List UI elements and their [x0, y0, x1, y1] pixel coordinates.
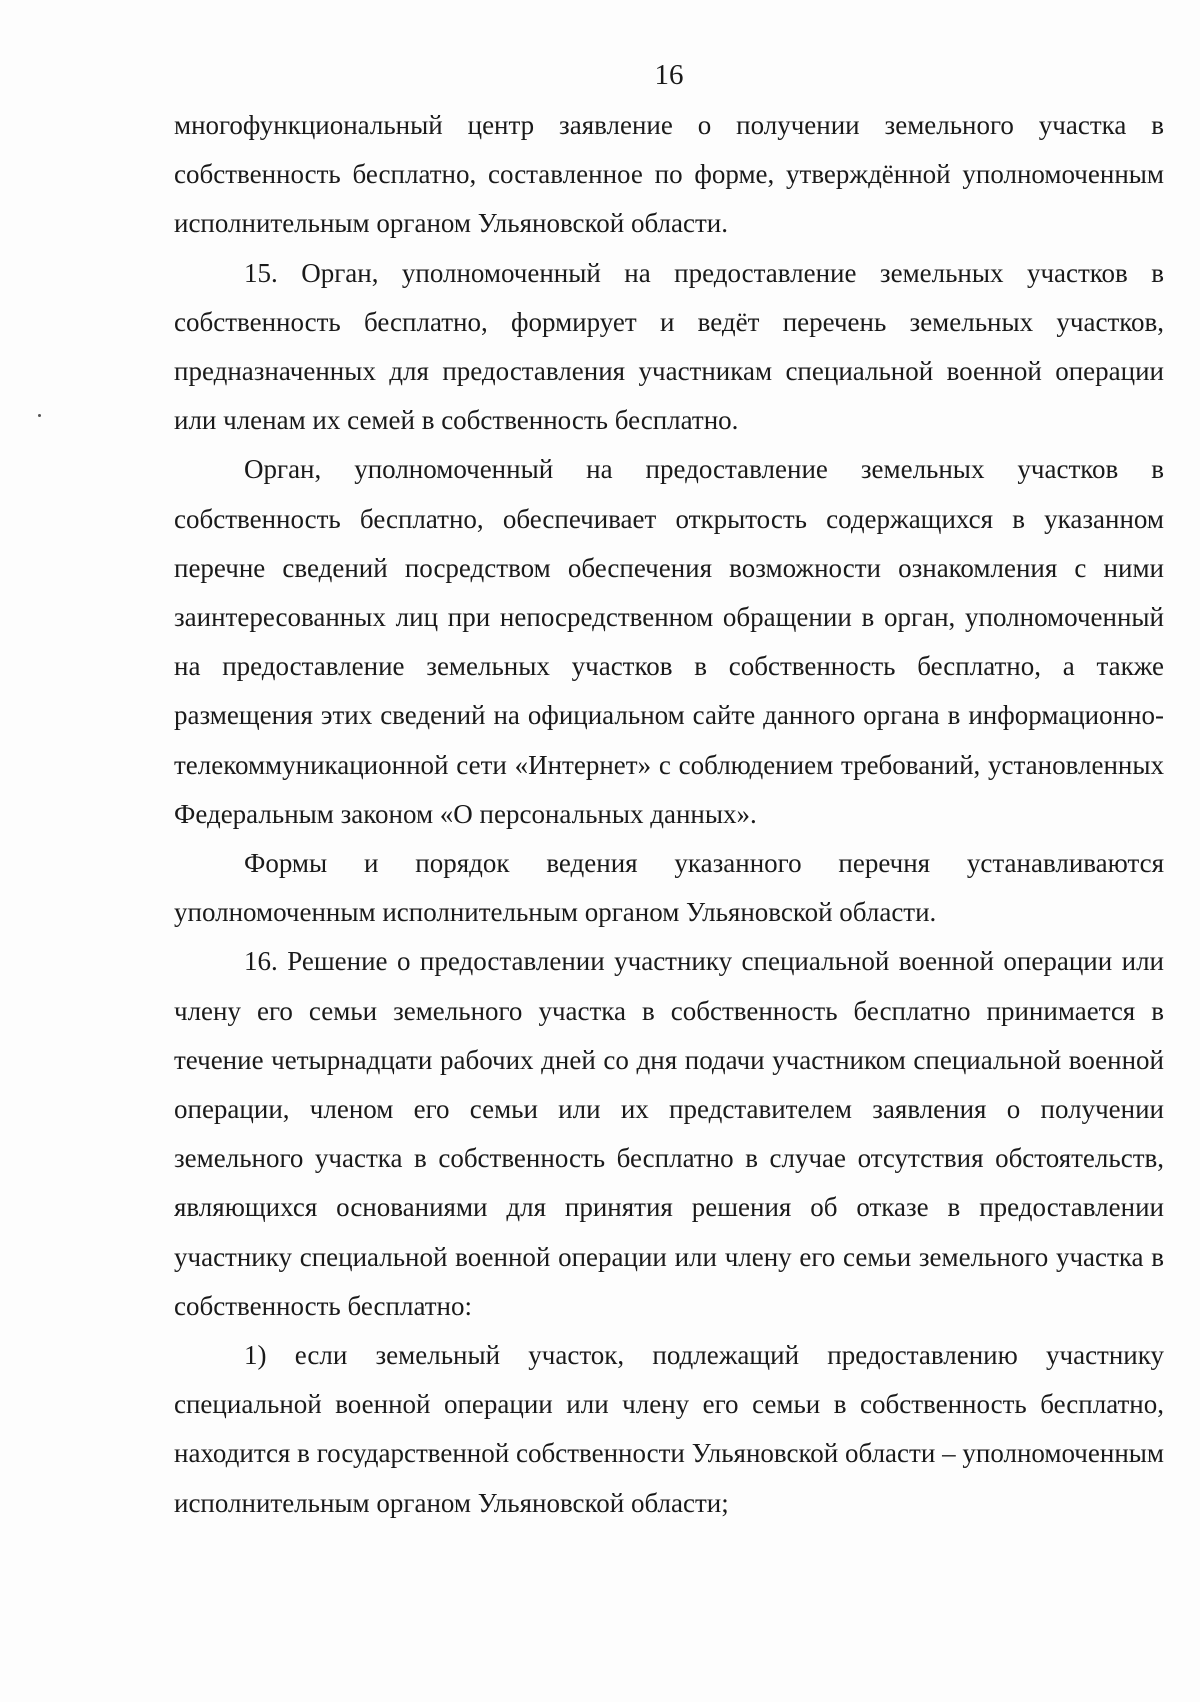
- paragraph-continuation: многофункциональный центр заявление о получении земельного участка в собственность бесплатно, составленное по форме, утверждённой уполномоченным исполнительным органом Ульяновской области.: [174, 110, 1164, 239]
- scan-speck: [38, 414, 41, 417]
- page-number: 16: [654, 59, 684, 91]
- paragraph-item-16: 16. Решение о предоставлении участнику специальной военной операции или члену его семьи земельного участка в собственность бесплатно принимается в течение четырнадцати рабочих дней со дня подачи участником специальной военной операции, членом его семьи или их представителем заявления о получении земельного участка в собственность бесплатно в случае отсутствия обстоятельств, являющихся основаниями для принятия решения об отказе в предоставлении участнику специальной военной операции или члену его семьи земельного участка в собственность бесплатно:: [174, 946, 1164, 1321]
- paragraph-item-15: 15. Орган, уполномоченный на предоставление земельных участков в собственность бесплатно, формирует и ведёт перечень земельных участков, предназначенных для предоставления участникам специальной военной операции или членам их семей в собственность бесплатно.: [174, 257, 1164, 436]
- paragraph-forms: Формы и порядок ведения указанного перечня устанавливаются уполномоченным исполнительным органом Ульяновской области.: [174, 848, 1164, 928]
- paragraph-openness: Орган, уполномоченный на предоставление земельных участков в собственность бесплатно, обеспечивает открытость содержащихся в указанном перечне сведений посредством обеспечения возможности ознакомления с ними заинтересованных лиц при непосредственном обращении в орган, уполномоченный на предоставление земельных участков в собственность бесплатно, а также размещения этих сведений на официальном сайте данного органа в информационно-телекоммуникационной сети «Интернет» с соблюдением требований, установленных Федеральным законом «О персональных данных».: [174, 454, 1164, 829]
- paragraph-subitem-1: 1) если земельный участок, подлежащий предоставлению участнику специальной военной операции или члену его семьи в собственность бесплатно, находится в государственной собственности Ульяновской области – уполномоченным исполнительным органом Ульяновской области;: [174, 1340, 1164, 1518]
- document-body: [174, 101, 1164, 1528]
